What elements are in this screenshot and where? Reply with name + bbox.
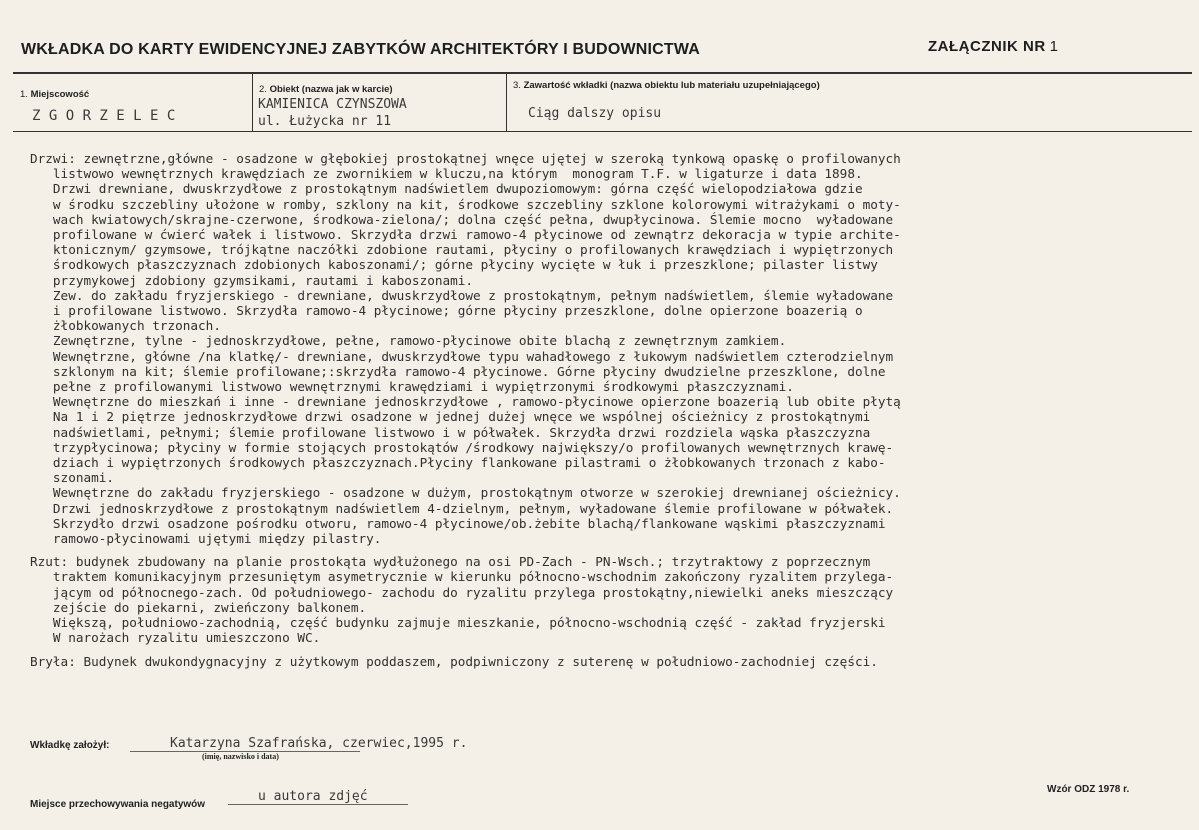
box-divider-2 bbox=[506, 74, 507, 132]
content-value: Ciąg dalszy opisu bbox=[528, 106, 662, 121]
text-line: wach kwiatowych/skrajne-czerwone, środkowa-zielona/; dolna część pełna, dwupłycinowa. Ślemie mocno wyładowane bbox=[30, 211, 894, 227]
text-line: traktem komunikacyjnym przesuniętym asymetrycznie w kierunku północno-wschodnim zakończony ryzalitem przylega- bbox=[30, 569, 894, 585]
text-line: nadświetlami, pełnymi; ślemie profilowane listwowo i w półwałek. Skrzydła drzwi rozdziela wąska płaszczyzna bbox=[30, 424, 871, 440]
form-version: Wzór ODZ 1978 r. bbox=[1047, 784, 1130, 795]
founded-value: Katarzyna Szafrańska, czerwiec,1995 r. bbox=[170, 736, 468, 751]
mass-section bbox=[30, 654, 1180, 669]
text-line: Rzut: budynek zbudowany na planie prostokąta wydłużonego na osi PD-Zach - PN-Wsch.; trzytraktowy z poprzecznym bbox=[30, 554, 871, 570]
form-title: WKŁADKA DO KARTY EWIDENCYJNEJ ZABYTKÓW ARCHITEKTÓRY I BUDOWNICTWA bbox=[21, 41, 701, 58]
box-divider-1 bbox=[252, 74, 253, 132]
content-label bbox=[513, 80, 820, 91]
text-line: W narożach ryzalitu umieszczono WC. bbox=[30, 630, 321, 646]
text-line: w środku szczebliny ułożone w romby, szklony na kit, środkowe szczebliny szklone kolorowymi witrażykami o moty- bbox=[30, 196, 901, 212]
text-line: jącym od północnego-zach. Od południowego- zachodu do ryzalitu przylega prostokątny,niewielki aneks mieszczący bbox=[30, 584, 894, 600]
text-line: ramowo-płycinowami ujętymi między pilastry. bbox=[30, 531, 382, 547]
text-line: Na 1 i 2 piętrze jednoskrzydłowe drzwi osadzone w jednej dużej wnęce we wspólnej ościeżnicy z prostokątnymi bbox=[30, 409, 871, 425]
founded-sub: (imię, nazwisko i data) bbox=[202, 752, 279, 761]
text-line: środkowych płaszczyznach zdobionych kaboszonami/; górne płyciny wycięte w łuk i przeszklone; pilaster listwy bbox=[30, 257, 878, 273]
text-line: Wewnętrzne, główne /na klatkę/- drewniane, dwuskrzydłowe typu wahadłowego z łukowym nadświetlem czterodzielnym bbox=[30, 348, 894, 364]
text-line: szonami. bbox=[30, 470, 115, 486]
object-value-name: KAMIENICA CZYNSZOWA bbox=[258, 97, 407, 112]
text-line: Bryła: Budynek dwukondygnacyjny z użytkowym poddaszem, podpiwniczony z suterenę w południowo-zachodniej części. bbox=[30, 653, 878, 669]
text-line: Drzwi drewniane, dwuskrzydłowe z prostokątnym nadświetlem dwupoziomowym: górna część wielopodziałowa gdzie bbox=[30, 181, 863, 197]
text-line: i profilowane listwowo. Skrzydła ramowo-4 płycinowe; górne płyciny przeszklone, dolne opierzone boazerią o bbox=[30, 303, 863, 319]
text-line: Drzwi: zewnętrzne,główne - osadzone w głębokiej prostokątnej wnęce ujętej w szeroką tynkową opaskę o profilowanych bbox=[30, 151, 901, 166]
negatives-underline bbox=[228, 804, 408, 805]
place-label-text: Miejscowość bbox=[30, 89, 90, 100]
description-body bbox=[30, 151, 1180, 669]
object-label-num: 2. bbox=[259, 84, 267, 95]
text-line: Drzwi jednoskrzydłowe z prostokątnym nadświetlem 4-dzielnym, pełnym, wyładowane ślemie profilowane w półwałek. bbox=[30, 500, 894, 516]
object-label-text: Obiekt (nazwa jak w karcie) bbox=[269, 84, 393, 95]
doors-section bbox=[30, 151, 1180, 546]
founded-label: Wkładkę założył: bbox=[30, 740, 110, 751]
header-top-rule bbox=[13, 72, 1192, 74]
content-label-num: 3. bbox=[513, 80, 521, 91]
negatives-value: u autora zdjęć bbox=[258, 789, 368, 804]
text-line: ktonicznym/ gzymsowe, trójkątne naczółki zdobione rautami, płyciny o profilowanych krawędziach i wypiętrzonych bbox=[30, 242, 894, 258]
negatives-label: Miejsce przechowywania negatywów bbox=[30, 799, 206, 810]
place-value: Z G O R Z E L E C bbox=[32, 108, 176, 124]
text-line: Skrzydło drzwi osadzone pośrodku otworu, ramowo-4 płycinowe/ob.żebite blachą/flankowane wąskimi płaszczyznami bbox=[30, 515, 886, 531]
annex-number: 1 bbox=[1049, 38, 1059, 55]
object-value-address: ul. Łużycka nr 11 bbox=[258, 114, 392, 129]
text-line: trzypłycinowa; płyciny w formie stojących prostokątów /środkowy największy/o profilowanych wewnętrznych krawę- bbox=[30, 439, 894, 455]
text-line: żłobkowanych trzonach. bbox=[30, 318, 221, 334]
text-line: dziach i wypiętrzonych środkowych płaszczyznach.Płyciny flankowane pilastrami o żłobkowanych trzonach z kabo- bbox=[30, 455, 886, 471]
plan-section bbox=[30, 554, 1180, 645]
text-line: Zew. do zakładu fryzjerskiego - drewniane, dwuskrzydłowe z prostokątnym, pełnym nadświetlem, ślemie wyładowane bbox=[30, 287, 894, 303]
annex-label-text: ZAŁĄCZNIK NR bbox=[928, 38, 1046, 55]
header-bottom-rule bbox=[13, 131, 1192, 132]
text-line: Wewnętrzne do zakładu fryzjerskiego - osadzone w dużym, prostokątnym otworze w szerokiej drewnianej ościeżnicy. bbox=[30, 485, 901, 501]
content-label-text: Zawartość wkładki (nazwa obiektu lub materiału uzupełniającego) bbox=[523, 80, 820, 91]
text-line: listwowo wewnętrznych krawędziach ze zwornikiem w kluczu,na którym monogram T.F. w ligaturze i data 1898. bbox=[30, 166, 863, 182]
object-label bbox=[259, 84, 393, 95]
place-label bbox=[20, 89, 89, 100]
place-label-num: 1. bbox=[20, 89, 28, 100]
text-line: Większą, południowo-zachodnią, część budynku zajmuje mieszkanie, północno-wschodnią część - zakład fryzjerski bbox=[30, 615, 886, 631]
text-line: profilowane w ćwierć wałek i listwowo. Skrzydła drzwi ramowo-4 płycinowe od zewnątrz dekoracja w typie archite- bbox=[30, 227, 901, 243]
text-line: Wewnętrzne do mieszkań i inne - drewniane jednoskrzydłowe , ramowo-płycinowe opierzone boazerią lub obite płytą bbox=[30, 394, 901, 410]
annex-label bbox=[928, 38, 1059, 55]
text-line: szklonym na kit; ślemie profilowane;:skrzydła ramowo-4 płycinowe. Górne płyciny dwudzielne przeszklone, dolne bbox=[30, 363, 886, 379]
text-line: pełne z profilowanymi listwowo wewnętrznymi krawędziami i wypiętrzonymi środkowymi płaszczyznami. bbox=[30, 379, 794, 395]
text-line: przymykowej zdobiony gzymsikami, rautami i kaboszonami. bbox=[30, 272, 474, 288]
text-line: zejście do piekarni, zwieńczony balkonem. bbox=[30, 599, 367, 615]
text-line: Zewnętrzne, tylne - jednoskrzydłowe, pełne, ramowo-płycinowe obite blachą z zewnętrznym zamkiem. bbox=[30, 333, 787, 349]
